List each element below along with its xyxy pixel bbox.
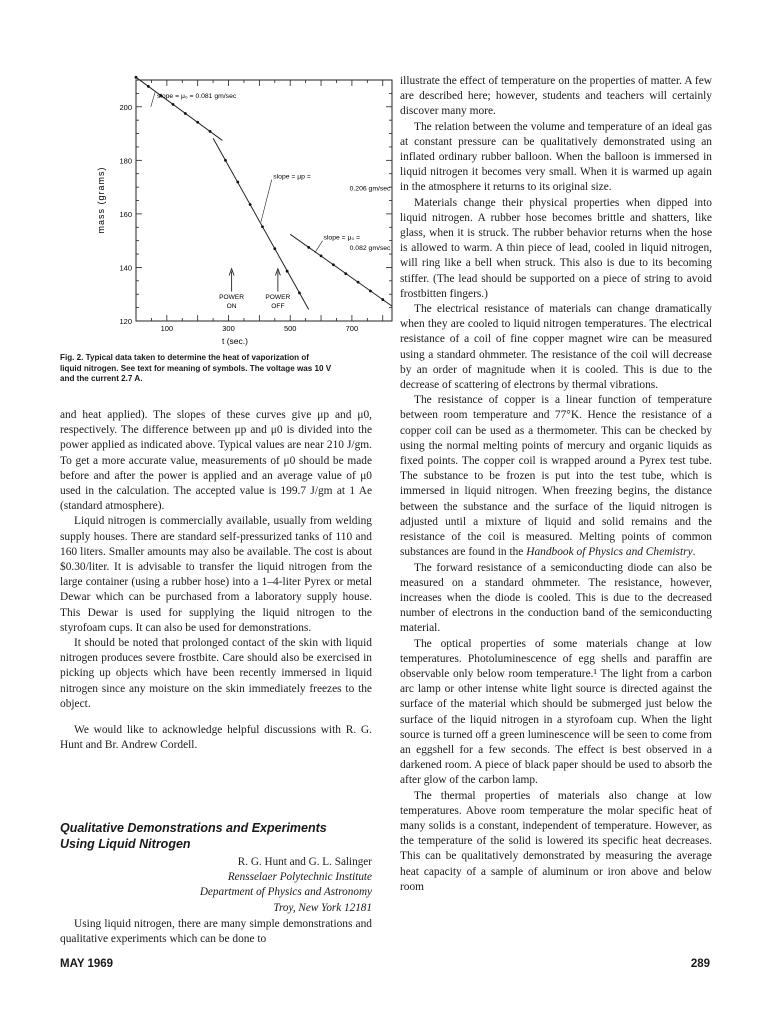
- institution: Rensselaer Polytechnic Institute: [227, 871, 372, 884]
- power-on-label: ON: [226, 303, 237, 311]
- x-axis-label: t (sec.): [222, 336, 248, 346]
- paragraph: Liquid nitrogen is commercially available, usually from welding supply houses. There are standard self-pressurized tanks of 110 and 160 liters. Smaller amounts may also be available. The cost is about $0.30/liter. It is advisable to transfer the liquid nitrogen from the large container (using a rubber hose) into a 1–4-liter Pyrex or metal Dewar which can be purchased from a laboratory supply house. This Dewar is used for supplying the liquid nitrogen to the styrofoam cups. It can also be used for demonstrations.: [60, 515, 372, 634]
- leader-line: [151, 92, 155, 107]
- caption-line: liquid nitrogen. See text for meaning of symbols. The voltage was 10 V: [60, 363, 332, 373]
- data-point: [320, 255, 323, 258]
- paragraph: The forward resistance of a semiconducting diode can also be measured on a standard ohmmeter. The resistance, however, increases when the diode is cooled. This is due to the decreased number of electrons in the conduction band of the semiconducting material.: [400, 561, 712, 635]
- paragraph: [400, 393, 712, 560]
- text-run: .: [692, 546, 696, 559]
- data-point: [381, 298, 384, 301]
- power-off-label: POWER: [265, 294, 291, 302]
- author-names: R. G. Hunt and G. L. Salinger: [237, 856, 372, 868]
- data-point: [344, 272, 347, 275]
- book-title: Handbook of Physics and Chemistry: [526, 546, 693, 559]
- data-point: [224, 159, 227, 162]
- heading-line: Qualitative Demonstrations and Experiments: [60, 821, 327, 835]
- data-point: [196, 121, 199, 124]
- text-run: The resistance of copper is a linear function of temperature between room temperature and 77°K. Hence the resistance of a copper coil can be used as a thermometer. This can be checked by using the normal melting points of mercury and organic liquids as fixed points. The copper coil is wrapped around a Pyrex test tube. The substance to be frozen is put into the test tube, which is immersed in liquid nitrogen. When freezing begins, the distance between the substance and the surface of the liquid nitrogen is adjusted until a mixture of liquid and solid remains and the resistance of the coil is measured. Melting points of common substances are found in the: [400, 394, 712, 559]
- power-off-label: OFF: [271, 303, 285, 311]
- paragraph: illustrate the effect of temperature on the properties of matter. A few are described here; however, students and teachers will certainly discover many more.: [400, 75, 712, 118]
- right-column: [400, 74, 712, 895]
- page-number: 289: [690, 958, 710, 970]
- y-axis-label: mass (grams): [96, 166, 106, 234]
- x-tick-label: 700: [345, 324, 359, 333]
- plot-frame: [136, 80, 392, 321]
- caption-line: Fig. 2. Typical data taken to determine the heat of vaporization of: [60, 353, 309, 362]
- department: Department of Physics and Astronomy: [199, 886, 372, 899]
- data-point: [249, 203, 252, 206]
- figure-2: [60, 72, 391, 372]
- leader-line: [261, 180, 272, 222]
- slope-mu0b-label: 0.082 gm/sec: [349, 245, 391, 253]
- paragraph: The relation between the volume and temperature of an ideal gas at constant pressure can be qualitatively demonstrated using an inflated ordinary rubber balloon. When the balloon is immersed in liquid nitrogen it becomes very small. When it is warmed up again in the atmosphere it returns to its original size.: [400, 120, 712, 194]
- y-tick-label: 140: [119, 263, 132, 273]
- paragraph: It should be noted that prolonged contact of the skin with liquid nitrogen produces severe frostbite. Care should also be exercised in picking up objects which have been recently immersed in liquid nitrogen since any moisture on the skin immediately freezes to the object.: [60, 637, 372, 710]
- data-point: [273, 247, 276, 250]
- article-heading: [60, 820, 372, 852]
- left-column: [60, 408, 372, 753]
- x-tick-label: 500: [283, 324, 297, 333]
- paragraph: Using liquid nitrogen, there are many simple demonstrations and qualitative experiments which can be done to: [60, 918, 372, 946]
- data-point: [332, 263, 335, 266]
- slope-mup-label: 0.206 gm/sec: [349, 185, 391, 193]
- article-intro: [60, 917, 372, 947]
- slope-mu0-label: slope = μ₀ = 0.081 gm/sec: [156, 92, 237, 100]
- y-tick-label: 120: [119, 317, 132, 326]
- series-line: [213, 138, 309, 309]
- leader-line: [315, 241, 323, 253]
- data-point: [209, 130, 212, 133]
- slope-mup-label: slope = μp =: [273, 173, 311, 181]
- paragraph: The thermal properties of materials also change at low temperatures. Above room temperature the molar specific heat of many solids is a constant, independent of temperature. However, as the temperature of the solid is lowered its specific heat decreases. This can be qualitatively demonstrated by measuring the average heat capacity of a sample of aluminum or iron above and below room: [400, 789, 712, 893]
- slope-mu0b-label: slope = μ₀ =: [323, 234, 361, 242]
- power-on-label: POWER: [219, 294, 245, 302]
- paragraph: The optical properties of some materials change at low temperatures. Photoluminescence of egg shells and paraffin are observable only below room temperature.¹ The light from a carbon arc lamp or other intense white light source is directed against the surface of the material which should be submerged just below the surface of the liquid nitrogen in a styrofoam cup. When the light source is turned off a green luminescence will be seen to come from an eggshell for a few seconds. The effect is best observed in a darkened room. A piece of black paper should be used to absorb the after glow of the carbon lamp.: [400, 637, 712, 787]
- paragraph: and heat applied). The slopes of these curves give μp and μ0, respectively. The difference between μp and μ0 is divided into the power applied as indicated above. Typical values are near 210 J/gm. To get a more accurate value, measurements of μ0 should be made before and after the power is applied and an average value of μ0 used in the calculation. The accepted value is 199.7 J/gm at 1 Ae (standard atmosphere).: [60, 409, 372, 513]
- mass-vs-time-chart: [60, 72, 391, 362]
- data-point: [184, 112, 187, 115]
- author-block: [60, 855, 372, 916]
- data-point: [286, 270, 289, 273]
- data-point: [172, 103, 175, 106]
- issue-date: MAY 1969: [60, 958, 114, 970]
- data-point: [135, 76, 138, 79]
- data-point: [236, 181, 239, 184]
- data-point: [261, 225, 264, 228]
- paragraph: Materials change their physical properties when dipped into liquid nitrogen. A rubber hose becomes brittle and shatters, like glass, when it is struck. The rubber behavior returns when the hose is allowed to warm. A thin piece of lead, cooled in liquid nitrogen, will ring like a bell when struck. This also is due to its becoming stiffer. (The lead should be supported on a piece of string to avoid frostbitten fingers.): [400, 196, 712, 300]
- data-point: [357, 281, 360, 284]
- data-point: [307, 246, 310, 249]
- paragraph: The electrical resistance of materials can change dramatically when they are cooled to liquid nitrogen temperatures. The electrical resistance of a coil of fine copper magnet wire can be measured using a standard ohmmeter. The resistance of the coil will decrease by an order of magnitude when it is cooled. This is due to the decrease of scattering of electrons by thermal vibrations.: [400, 303, 712, 392]
- location: Troy, New York 12181: [273, 901, 372, 914]
- x-tick-label: 300: [222, 324, 235, 333]
- heading-line: Using Liquid Nitrogen: [60, 837, 191, 851]
- data-point: [369, 290, 372, 293]
- data-point: [298, 291, 301, 294]
- y-tick-label: 180: [119, 156, 132, 166]
- figure-caption: [60, 353, 372, 385]
- acknowledgment: We would like to acknowledge helpful discussions with R. G. Hunt and Br. Andrew Cordell.: [60, 724, 372, 752]
- data-point: [147, 85, 150, 88]
- y-tick-label: 160: [119, 209, 132, 219]
- y-tick-label: 200: [119, 102, 132, 112]
- caption-line: and the current 2.7 A.: [60, 374, 143, 384]
- x-tick-label: 100: [160, 324, 174, 333]
